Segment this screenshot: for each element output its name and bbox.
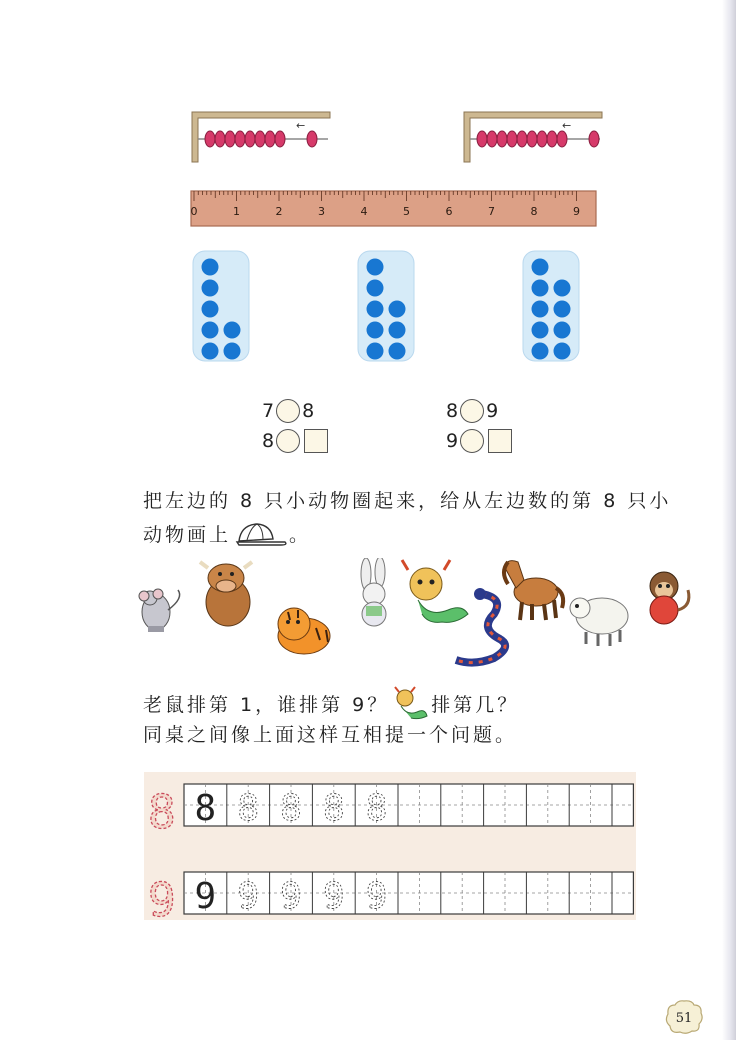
dot <box>202 343 219 360</box>
answer-circle[interactable] <box>276 399 300 423</box>
trace-digit: 9 <box>322 876 345 917</box>
ruler-label: 3 <box>318 205 325 218</box>
number: 8 <box>446 400 459 422</box>
abacus-bead <box>225 131 235 147</box>
question-line-1 <box>143 686 519 720</box>
instruction-line-2 <box>143 520 311 547</box>
trace-digit: 9 <box>365 876 388 917</box>
dot-card <box>357 250 415 362</box>
trace-digit: 8 <box>365 788 388 829</box>
dragon-icon <box>402 560 468 622</box>
question-text: 排第几？ <box>431 693 520 716</box>
dot-card <box>522 250 580 362</box>
arrow-icon: ← <box>562 119 572 132</box>
dot <box>532 322 549 339</box>
number: 9 <box>446 430 459 452</box>
page-number-badge <box>664 999 704 1035</box>
page-edge <box>722 0 736 1040</box>
dot <box>532 343 549 360</box>
abacus-bead <box>477 131 487 147</box>
comparison-grid <box>446 396 512 456</box>
ruler-label: 5 <box>403 205 410 218</box>
dot <box>202 280 219 297</box>
trace-digit: 8 <box>280 788 302 829</box>
dot <box>224 343 241 360</box>
trace-model-9: 9 <box>148 873 176 927</box>
ruler-label: 6 <box>445 205 453 218</box>
abacus-bead <box>265 131 275 147</box>
dot <box>389 301 406 318</box>
abacus-bead <box>215 131 225 147</box>
ruler-label: 1 <box>233 205 240 218</box>
dot <box>532 280 549 297</box>
number: 7 <box>262 400 275 422</box>
abacus-bead <box>507 131 517 147</box>
animal-row <box>118 558 698 668</box>
dot <box>224 322 241 339</box>
comparison-row <box>262 396 328 426</box>
trace-digit: 9 <box>237 876 260 917</box>
answer-circle[interactable] <box>460 429 484 453</box>
instruction-text: 动物画上 <box>143 524 232 546</box>
dot <box>389 343 406 360</box>
sheep-icon <box>570 598 628 646</box>
arrow-icon: ← <box>296 119 306 132</box>
dot <box>532 301 549 318</box>
question-text: 老鼠排第 1，谁排第 9？ <box>143 693 390 716</box>
ruler-label: 8 <box>530 205 538 218</box>
card-background <box>523 251 579 361</box>
tiger-icon <box>278 608 330 654</box>
ruler-label: 4 <box>360 205 368 218</box>
dot <box>202 259 219 276</box>
writing-practice <box>144 772 644 932</box>
abacus-bead <box>547 131 557 147</box>
dot <box>554 343 571 360</box>
trace-model-8: 8 <box>148 785 176 839</box>
answer-box[interactable] <box>304 429 328 453</box>
dot <box>554 322 571 339</box>
dot <box>367 322 384 339</box>
abacus-bead <box>497 131 507 147</box>
cap-icon <box>233 521 289 547</box>
abacus-bead <box>487 131 497 147</box>
comparison-row <box>446 426 512 456</box>
trace-digit: 9 <box>194 876 217 917</box>
number: 9 <box>486 400 499 422</box>
abacus-bead <box>589 131 599 147</box>
abacus-bead <box>517 131 527 147</box>
snake-icon <box>456 588 505 663</box>
question-line-2: 同桌之间像上面这样互相提一个问题。 <box>143 724 518 746</box>
dot <box>202 322 219 339</box>
abacus-bead <box>275 131 285 147</box>
number: 8 <box>302 400 315 422</box>
monkey-icon <box>650 572 689 624</box>
ruler-label: 0 <box>190 205 198 218</box>
trace-digit: 8 <box>194 788 217 829</box>
dot <box>367 343 384 360</box>
trace-digit: 8 <box>322 788 345 829</box>
trace-digit: 9 <box>280 876 302 917</box>
dot <box>202 301 219 318</box>
abacus-bead <box>557 131 567 147</box>
comparison-row <box>262 426 328 456</box>
dot <box>367 259 384 276</box>
abacus-bead <box>205 131 215 147</box>
ruler <box>190 190 598 228</box>
dragon-icon <box>391 686 429 720</box>
number: 8 <box>262 430 275 452</box>
dot <box>389 322 406 339</box>
abacus-bead <box>527 131 537 147</box>
mouse-icon <box>139 589 180 632</box>
dot-card <box>192 250 250 362</box>
ruler-label: 7 <box>488 205 495 218</box>
dot <box>532 259 549 276</box>
ruler-label: 2 <box>275 205 283 218</box>
abacus-bead <box>307 131 317 147</box>
card-background <box>193 251 249 361</box>
page-number: 51 <box>675 1011 693 1026</box>
abacus-right <box>460 110 610 166</box>
dot <box>554 280 571 297</box>
card-background <box>358 251 414 361</box>
answer-circle[interactable] <box>460 399 484 423</box>
ox-icon <box>200 562 252 626</box>
answer-box[interactable] <box>488 429 512 453</box>
abacus-bead <box>235 131 245 147</box>
rabbit-icon <box>361 558 386 626</box>
abacus-bead <box>537 131 547 147</box>
horse-icon <box>504 561 563 620</box>
abacus-left <box>188 110 338 166</box>
instruction-period: 。 <box>289 524 312 546</box>
instruction-line-1: 把左边的 8 只小动物圈起来，给从左边数的第 8 只小 <box>143 490 672 512</box>
comparison-grid <box>262 396 328 456</box>
trace-digit: 8 <box>237 788 260 829</box>
abacus-bead <box>245 131 255 147</box>
dot <box>367 301 384 318</box>
dot <box>554 301 571 318</box>
abacus-bead <box>255 131 265 147</box>
ruler-label: 9 <box>573 205 580 218</box>
comparison-row <box>446 396 512 426</box>
dot <box>367 280 384 297</box>
answer-circle[interactable] <box>276 429 300 453</box>
